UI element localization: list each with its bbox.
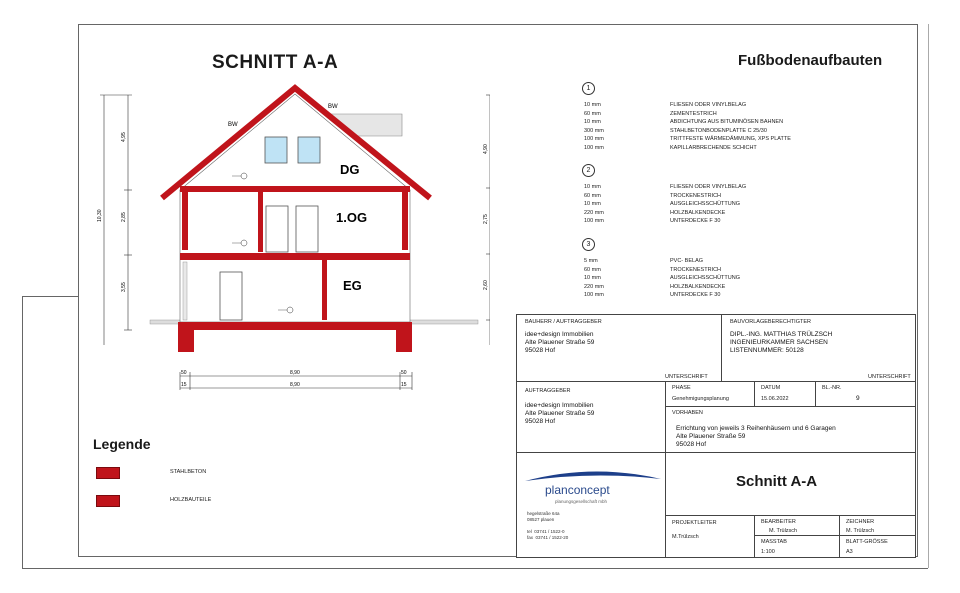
planconcept-logo-icon <box>523 467 663 483</box>
logo-address: hegelstraße 64a 08527 plauen tel 03741 / 1522-0 fax 03741 / 1522-20 <box>527 511 569 540</box>
layer-material: TROCKENESTRICH <box>670 266 722 273</box>
legend-label: STAHLBETON <box>170 469 207 475</box>
frame-line <box>22 296 23 568</box>
dim-label-total: 10,30 <box>97 209 103 222</box>
datum-label: DATUM <box>761 385 781 391</box>
layer-material: AUSGLEICHSSCHÜTTUNG <box>670 275 740 282</box>
signature-label: UNTERSCHRIFT <box>868 374 911 380</box>
floor-buildup-title: Fußbodenaufbauten <box>738 52 883 69</box>
layer-material: FLIESEN ODER VINYLBELAG <box>670 184 747 190</box>
layer-material: FLIESEN ODER VINYLBELAG <box>670 102 747 108</box>
blattgroesse-value: A3 <box>846 549 853 555</box>
layer-thickness: 100 mm <box>584 292 604 299</box>
blattgroesse-label: BLATT-GRÖSSE <box>846 539 888 545</box>
layer-material: HOLZBALKENDECKE <box>670 283 726 290</box>
layer-thickness: 220 mm <box>584 209 604 216</box>
layer-thickness: 60 mm <box>584 192 601 199</box>
floor-buildup-number: 2 <box>582 164 595 177</box>
frame-line <box>928 24 929 568</box>
blattgroesse-cell <box>839 535 916 558</box>
dim-label: 3,55 <box>121 282 127 292</box>
masstab-label: MASSTAB <box>761 539 787 545</box>
dim-label: 4,90 <box>483 144 489 154</box>
zeichner-label: ZEICHNER <box>846 519 875 525</box>
floor-buildup-number: 1 <box>582 82 595 95</box>
dim-label: 50 <box>401 370 407 376</box>
layer-material: ZEMENTESTRICH <box>670 110 717 117</box>
layer-thickness: 10 mm <box>584 275 601 282</box>
auftraggeber-cell <box>516 381 666 453</box>
bauvorlage-cell <box>721 314 916 382</box>
plan-title: Schnitt A-A <box>736 473 818 490</box>
auftraggeber-label: AUFTRAGGEBER <box>525 388 571 394</box>
bauvorlage-value: DIPL.-ING. MATTHIAS TRÜLZSCH INGENIEURKAMMER SACHSEN LISTENNUMMER: 50128 <box>730 331 833 354</box>
frame-line <box>22 568 928 569</box>
frame-line <box>22 296 78 297</box>
layer-material: AUSGLEICHSSCHÜTTUNG <box>670 201 740 208</box>
layer-material: HOLZBALKENDECKE <box>670 209 726 216</box>
layer-material: UNTERDECKE F 30 <box>670 292 721 299</box>
dim-label: 15 <box>401 382 407 388</box>
projektleiter-label: PROJEKTLEITER <box>672 520 717 526</box>
layer-thickness: 5 mm <box>584 258 598 264</box>
layer-thickness: 10 mm <box>584 201 601 208</box>
roof-label: BW <box>228 122 238 128</box>
bauherr-value: idee+design Immobilien Alte Plauener Straße 59 95028 Hof <box>525 331 595 354</box>
layer-material: KAPILLARBRECHENDE SCHICHT <box>670 145 757 151</box>
bearbeiter-label: BEARBEITER <box>761 519 796 525</box>
floor-label-eg: EG <box>343 278 362 293</box>
phase-cell <box>665 381 755 407</box>
dim-label: 2,75 <box>483 214 489 224</box>
bauherr-label: BAUHERR / AUFTRAGGEBER <box>525 319 602 325</box>
legend-swatch-stahlbeton <box>96 467 120 479</box>
dim-label: 15 <box>181 382 187 388</box>
floor-label-og: 1.OG <box>336 210 368 225</box>
datum-cell <box>754 381 816 407</box>
masstab-value: 1:100 <box>761 549 775 555</box>
dim-label: 2,60 <box>483 280 489 290</box>
layer-material: STAHLBETONBODENPLATTE C 25/30 <box>670 127 767 134</box>
layer-thickness: 10 mm <box>584 119 601 126</box>
floor-label-dg: DG <box>340 162 360 177</box>
roof-label: BW <box>328 104 338 110</box>
layer-thickness: 60 mm <box>584 110 601 117</box>
legend-label: HOLZBAUTEILE <box>170 497 212 503</box>
logo-cell <box>516 452 666 558</box>
floor-buildup-number: 3 <box>582 238 595 251</box>
layer-material: UNTERDECKE F 30 <box>670 218 721 225</box>
layer-thickness: 60 mm <box>584 266 601 273</box>
layer-thickness: 100 mm <box>584 145 604 151</box>
datum-value: 15.06.2022 <box>761 396 789 402</box>
vorhaben-value: Errichtung von jeweils 3 Reihenhäusern und 6 Garagen Alte Plauener Straße 59 95028 Hof <box>676 425 836 448</box>
dim-label: 4,95 <box>121 132 127 142</box>
vorhaben-cell <box>665 406 916 453</box>
masstab-cell <box>754 535 840 558</box>
zeichner-cell <box>839 515 916 536</box>
blnr-cell <box>815 381 916 407</box>
layer-material: ABDICHTUNG AUS BITUMINÖSEN BAHNEN <box>670 119 784 126</box>
logo-subtitle: planungsgesellschaft mbh <box>555 499 608 504</box>
legend-swatch-holz <box>96 495 120 507</box>
phase-value: Genehmigungsplanung <box>672 396 729 402</box>
title-block <box>516 314 916 558</box>
dim-label: 8,90 <box>290 370 300 376</box>
layer-thickness: 300 mm <box>584 127 604 134</box>
plan-title-cell <box>665 452 916 516</box>
section-drawing <box>90 80 490 390</box>
layer-material: PVC- BELAG <box>670 258 704 264</box>
dim-label: 50 <box>181 370 187 376</box>
legend-title: Legende <box>93 436 151 452</box>
drawing-title: SCHNITT A-A <box>212 52 339 73</box>
signature-label: UNTERSCHRIFT <box>665 374 708 380</box>
bauvorlage-label: BAUVORLAGEBERECHTIGTER <box>730 319 811 325</box>
dim-label: 2,85 <box>121 212 127 222</box>
bearbeiter-cell <box>754 515 840 536</box>
blnr-value: 9 <box>856 395 860 402</box>
logo-name: planconcept <box>545 483 610 497</box>
layer-material: TROCKENESTRICH <box>670 192 722 199</box>
phase-label: PHASE <box>672 385 691 391</box>
projektleiter-cell <box>665 515 755 558</box>
auftraggeber-value: idee+design Immobilien Alte Plauener Straße 59 95028 Hof <box>525 402 595 425</box>
layer-thickness: 10 mm <box>584 102 601 108</box>
dim-label: 8,90 <box>290 382 300 388</box>
layer-thickness: 100 mm <box>584 136 604 143</box>
bearbeiter-value: M. Trülzsch <box>769 528 798 534</box>
projektleiter-value: M.Trülzsch <box>672 534 699 540</box>
layer-thickness: 220 mm <box>584 283 604 290</box>
bauherr-cell <box>516 314 722 382</box>
layer-material: TRITTFESTE WÄRMEDÄMMUNG, XPS PLATTE <box>670 136 791 143</box>
zeichner-value: M. Trülzsch <box>846 528 875 534</box>
vorhaben-label: VORHABEN <box>672 410 703 416</box>
layer-thickness: 10 mm <box>584 184 601 190</box>
blnr-label: BL.-NR. <box>822 385 842 391</box>
layer-thickness: 100 mm <box>584 218 604 225</box>
